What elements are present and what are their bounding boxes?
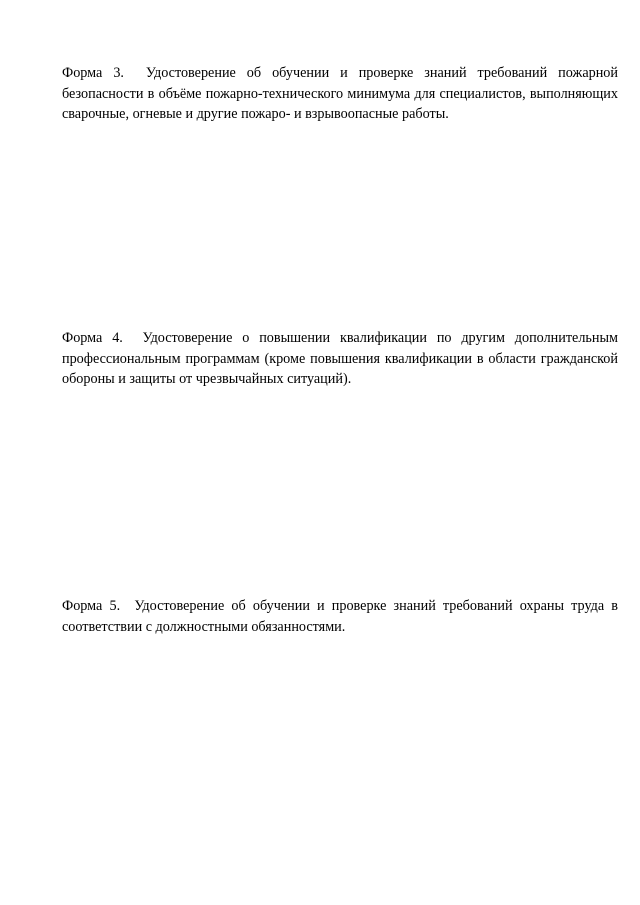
- form-3-text: Удостоверение об обучении и проверке знаний требований пожарной безопасности в объёме пожарно-технического минимума для специалистов, выполняющих сварочные, огневые и другие пожаро- и взрывоопасные работы.: [62, 65, 618, 122]
- form-5-label: Форма 5.: [62, 598, 135, 614]
- form-4-paragraph: [62, 328, 618, 390]
- form-4-text: Удостоверение о повышении квалификации по другим дополнительным профессиональным программам (кроме повышения квалификации в области гражданской обороны и защиты от чрезвычайных ситуаций).: [62, 330, 619, 387]
- form-3-paragraph: [62, 63, 618, 125]
- form-3-label: Форма 3.: [62, 65, 146, 81]
- form-5-paragraph: [62, 596, 618, 637]
- form-4-label: Форма 4.: [62, 330, 143, 346]
- form-5-text: Удостоверение об обучении и проверке знаний требований охраны труда в соответствии с должностными обязанностями.: [62, 598, 618, 635]
